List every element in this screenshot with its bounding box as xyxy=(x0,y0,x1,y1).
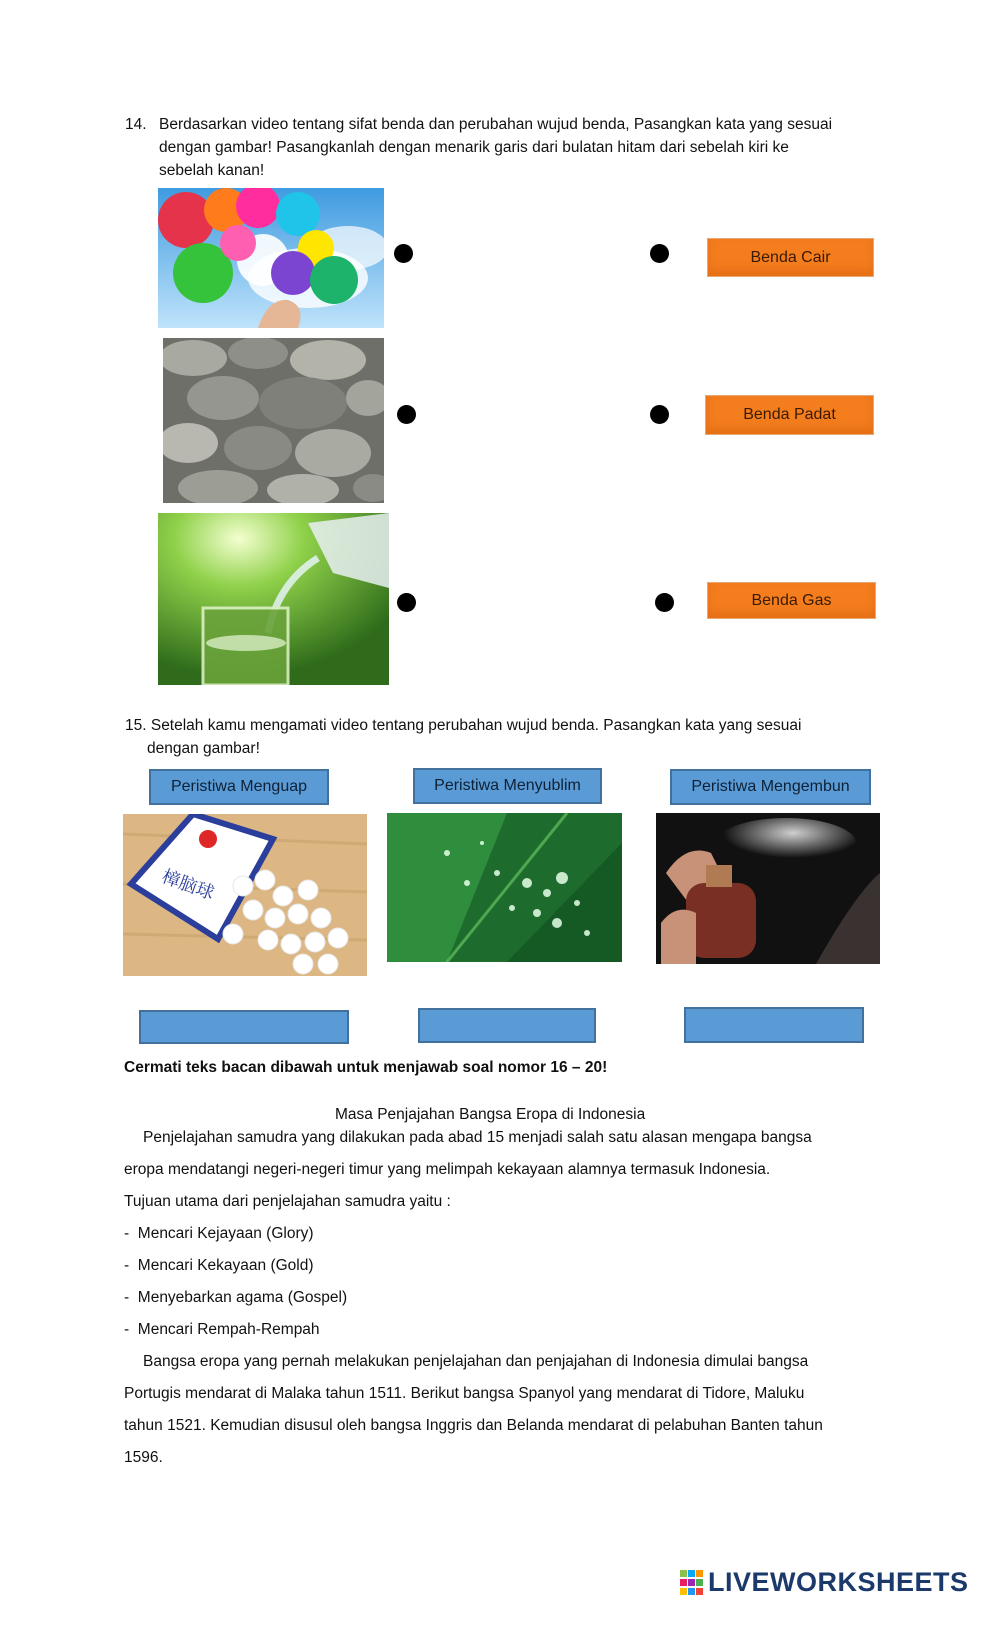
reading-instruction: Cermati teks bacan dibawah untuk menjawab soal nomor 16 – 20! xyxy=(124,1059,608,1076)
right-dot-2[interactable] xyxy=(650,405,669,424)
left-dot-3[interactable] xyxy=(397,593,416,612)
left-dot-1[interactable] xyxy=(394,244,413,263)
goal-item: - Mencari Kekayaan (Gold) xyxy=(124,1257,314,1274)
q15-line-2: dengan gambar! xyxy=(147,740,260,757)
balloons-photo xyxy=(158,188,384,328)
q14-number: 14. xyxy=(125,116,147,133)
goal-item: - Mencari Kejayaan (Glory) xyxy=(124,1225,314,1242)
label-peristiwa-mengembun[interactable]: Peristiwa Mengembun xyxy=(670,769,871,805)
water-pour-photo xyxy=(158,513,389,685)
right-dot-1[interactable] xyxy=(650,244,669,263)
perfume-spray-photo xyxy=(656,813,880,964)
reading-goals-intro: Tujuan utama dari penjelajahan samudra yaitu : xyxy=(124,1193,451,1210)
option-benda-cair: Benda Cair xyxy=(707,238,874,277)
reading-p1-line-1: Penjelajahan samudra yang dilakukan pada abad 15 menjadi salah satu alasan mengapa bangsa xyxy=(143,1129,812,1146)
goal-item: - Mencari Rempah-Rempah xyxy=(124,1321,320,1338)
label-peristiwa-menyublim[interactable]: Peristiwa Menyublim xyxy=(413,768,602,804)
option-benda-padat: Benda Padat xyxy=(705,395,874,435)
right-dot-3[interactable] xyxy=(655,593,674,612)
answer-box-2[interactable] xyxy=(418,1008,596,1043)
goal-item: - Menyebarkan agama (Gospel) xyxy=(124,1289,348,1306)
q14-text xyxy=(125,113,885,182)
q15-line-1: 15. Setelah kamu mengamati video tentang perubahan wujud benda. Pasangkan kata yang sesuai xyxy=(125,717,802,734)
left-dot-2[interactable] xyxy=(397,405,416,424)
answer-box-1[interactable] xyxy=(139,1010,349,1044)
reading-p2-line-3: tahun 1521. Kemudian disusul oleh bangsa Inggris dan Belanda mendarat di pelabuhan Banten tahun xyxy=(124,1417,823,1434)
reading-p2-line-2: Portugis mendarat di Malaka tahun 1511. Berikut bangsa Spanyol yang mendarat di Tidore, Maluku xyxy=(124,1385,805,1402)
stones-photo xyxy=(163,338,384,503)
mothballs-photo xyxy=(123,814,367,976)
svg-text:樟脑球: 樟脑球 xyxy=(158,866,217,905)
option-benda-gas: Benda Gas xyxy=(707,582,876,619)
liveworksheets-logo-icon xyxy=(680,1570,704,1596)
q15-text xyxy=(125,714,905,760)
answer-box-3[interactable] xyxy=(684,1007,864,1043)
q14-line-2: dengan gambar! Pasangkanlah dengan menarik garis dari bulatan hitam dari sebelah kiri ke xyxy=(159,139,789,156)
q14-line-3: sebelah kanan! xyxy=(159,162,265,179)
brand-text: LIVEWORKSHEETS xyxy=(708,1567,969,1597)
dewdrops-leaf-photo xyxy=(387,813,622,962)
q14-line-1: Berdasarkan video tentang sifat benda dan perubahan wujud benda, Pasangkan kata yang sesuai xyxy=(159,116,833,133)
liveworksheets-logo xyxy=(680,1567,969,1598)
label-peristiwa-menguap[interactable]: Peristiwa Menguap xyxy=(149,769,329,805)
reading-p2-line-1: Bangsa eropa yang pernah melakukan penjelajahan dan penjajahan di Indonesia dimulai bangsa xyxy=(143,1353,809,1370)
reading-title: Masa Penjajahan Bangsa Eropa di Indonesia xyxy=(335,1106,646,1123)
reading-p2-line-4: 1596. xyxy=(124,1449,163,1466)
reading-p1-line-2: eropa mendatangi negeri-negeri timur yang melimpah kekayaan alamnya termasuk Indonesia. xyxy=(124,1161,771,1178)
